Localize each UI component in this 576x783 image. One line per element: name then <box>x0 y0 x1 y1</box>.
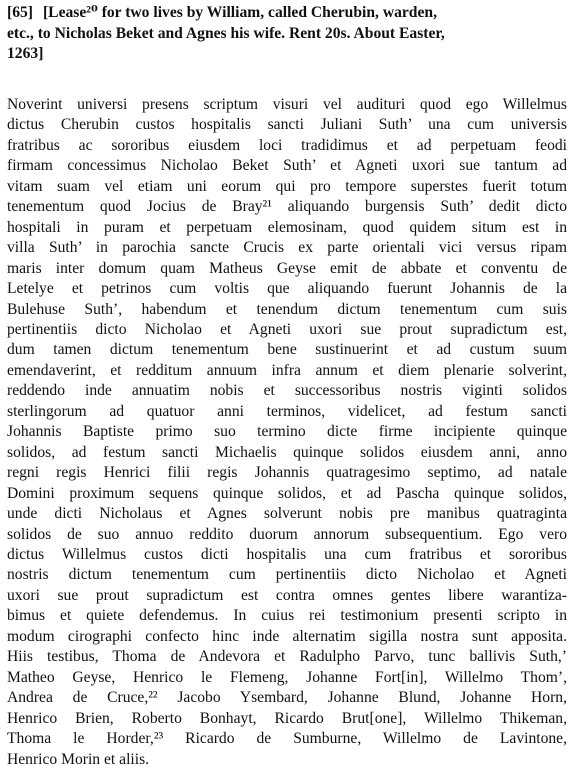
entry-heading <box>7 3 567 65</box>
heading-line-3: 1263] <box>7 45 44 62</box>
text-line: uxori sue prout supradictum est contra omnes gentes libere warantiza- <box>7 586 567 604</box>
text-line: Henrico Brien, Roberto Bonhayt, Ricardo Brut[one], Willelmo Thikeman, <box>7 709 567 727</box>
text-line: pertinentiis dicto Nicholao et Agneti uxori sue prout supradictum est, <box>7 320 567 338</box>
text-line: nostris dictum tenementum cum pertinentiis dicto Nicholao et Agneti <box>7 566 567 584</box>
text-line: Thoma le Horder,²³ Ricardo de Sumburne, Willelmo de Lavintone, <box>7 730 567 748</box>
text-line: Letelye et petrinos cum voltis que aliquando fuerunt Johannis de la <box>7 280 567 298</box>
charter-text <box>7 95 567 770</box>
text-line: villa Suth’ in parochia sancte Crucis ex parte orientali vici versus ripam <box>7 239 567 257</box>
text-line: dum tamen dictum tenementum bene sustinuerint et ad custum suum <box>7 341 567 359</box>
text-line: dictus Willelmus custos dicti hospitalis una cum fratribus et sororibus <box>7 545 567 563</box>
heading-line-2: etc., to Nicholas Beket and Agnes his wife. Rent 20s. About Easter, <box>7 24 445 42</box>
text-line: modum cirographi confecto hinc inde alternatim sigilla nostra sunt apposita. <box>7 627 567 645</box>
text-line: Andrea de Cruce,²² Jacobo Ysembard, Johanne Blund, Johanne Horn, <box>7 689 567 707</box>
text-line: reddendo inde annuatim nobis et successoribus nostris viginti solidos <box>7 382 567 400</box>
text-line: emendaverint, et redditum annuum infra annum et diem plenarie solverint, <box>7 361 567 379</box>
heading-line-1-text: [Lease²⁰ for two lives by William, called Cherubin, warden, <box>42 4 437 21</box>
text-line: sterlingorum ad quatuor anni terminos, videlicet, ad festum sancti <box>7 402 567 420</box>
text-line: vitam suam vel etiam uni eorum qui pro tempore superstes fuerit totum <box>7 177 567 195</box>
text-line: unde dicti Nicholaus et Agnes solverunt nobis pre manibus quatraginta <box>7 505 567 523</box>
text-line: Henrico Morin et aliis. <box>7 750 150 768</box>
text-line: solidos de suo annuo reddito duorum annorum subsequentium. Ego vero <box>7 525 567 543</box>
text-line: bimus et quiete defendemus. In cuius rei testimonium presenti scripto in <box>7 607 567 625</box>
text-line: hospitali in puram et perpetuam elemosinam, quod quidem situm est in <box>7 218 567 236</box>
text-line: tenementum quod Jocius de Bray²¹ aliquando burgensis Suth’ dedit dicto <box>7 198 567 216</box>
text-line: Domini proximum sequens quinque solidos, et ad Pascha quinque solidos, <box>7 484 567 502</box>
text-line: Noverint universi presens scriptum visuri vel audituri quod ego Willelmus <box>7 96 567 113</box>
text-line: Johannis Baptiste primo suo termino dicte firme incipiente quinque <box>7 423 567 441</box>
text-line: Hiis testibus, Thoma de Andevora et Radulpho Parvo, tunc ballivis Suth,’ <box>7 648 567 666</box>
text-line: solidos, ad festum sancti Michaelis quinque solidos eiusdem anni, anno <box>7 443 567 461</box>
text-line: dictus Cherubin custos hospitalis sancti Juliani Suth’ una cum universis <box>7 116 567 134</box>
entry-number: [65] <box>7 4 33 21</box>
text-line: maris inter domum quam Matheus Geyse emit de abbate et conventu de <box>7 259 567 277</box>
heading-line-1 <box>7 3 567 24</box>
text-line: Matheo Geyse, Henrico le Flemeng, Johanne Fort[in], Willelmo Thom’, <box>7 668 567 686</box>
text-line: fratribus ac sororibus eiusdem loci tradidimus et ad perpetuam feodi <box>7 136 567 154</box>
text-line: Bulehuse Suth’, habendum et tenendum dictum tenementum cum suis <box>7 300 567 318</box>
text-line: regni regis Henrici filii regis Johannis quatragesimo septimo, ad natale <box>7 464 567 482</box>
text-line: firmam concessimus Nicholao Beket Suth’ et Agneti uxori sue tantum ad <box>7 157 567 175</box>
